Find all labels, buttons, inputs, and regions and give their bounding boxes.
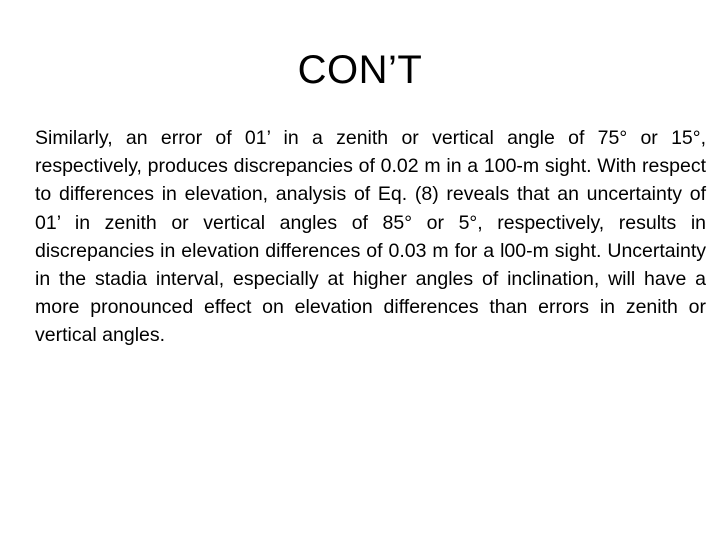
slide-title: CON’T — [297, 48, 423, 92]
slide-body-text: Similarly, an error of 01’ in a zenith or vertical angle of 75° or 15°, respectively, produces discrepancies of 0.02 m in a 100-m sight. With respect to differences in elevation, analysis of Eq. (8) reveals that an uncertainty of 01’ in zenith or vertical angles of 85° or 5°, respectively, results in discrepancies in elevation differences of 0.03 m for a l00-m sight. Uncertainty in the stadia interval, especially at higher angles of inclination, will have a more pronounced effect on elevation differences than errors in zenith or vertical angles. — [35, 127, 706, 347]
